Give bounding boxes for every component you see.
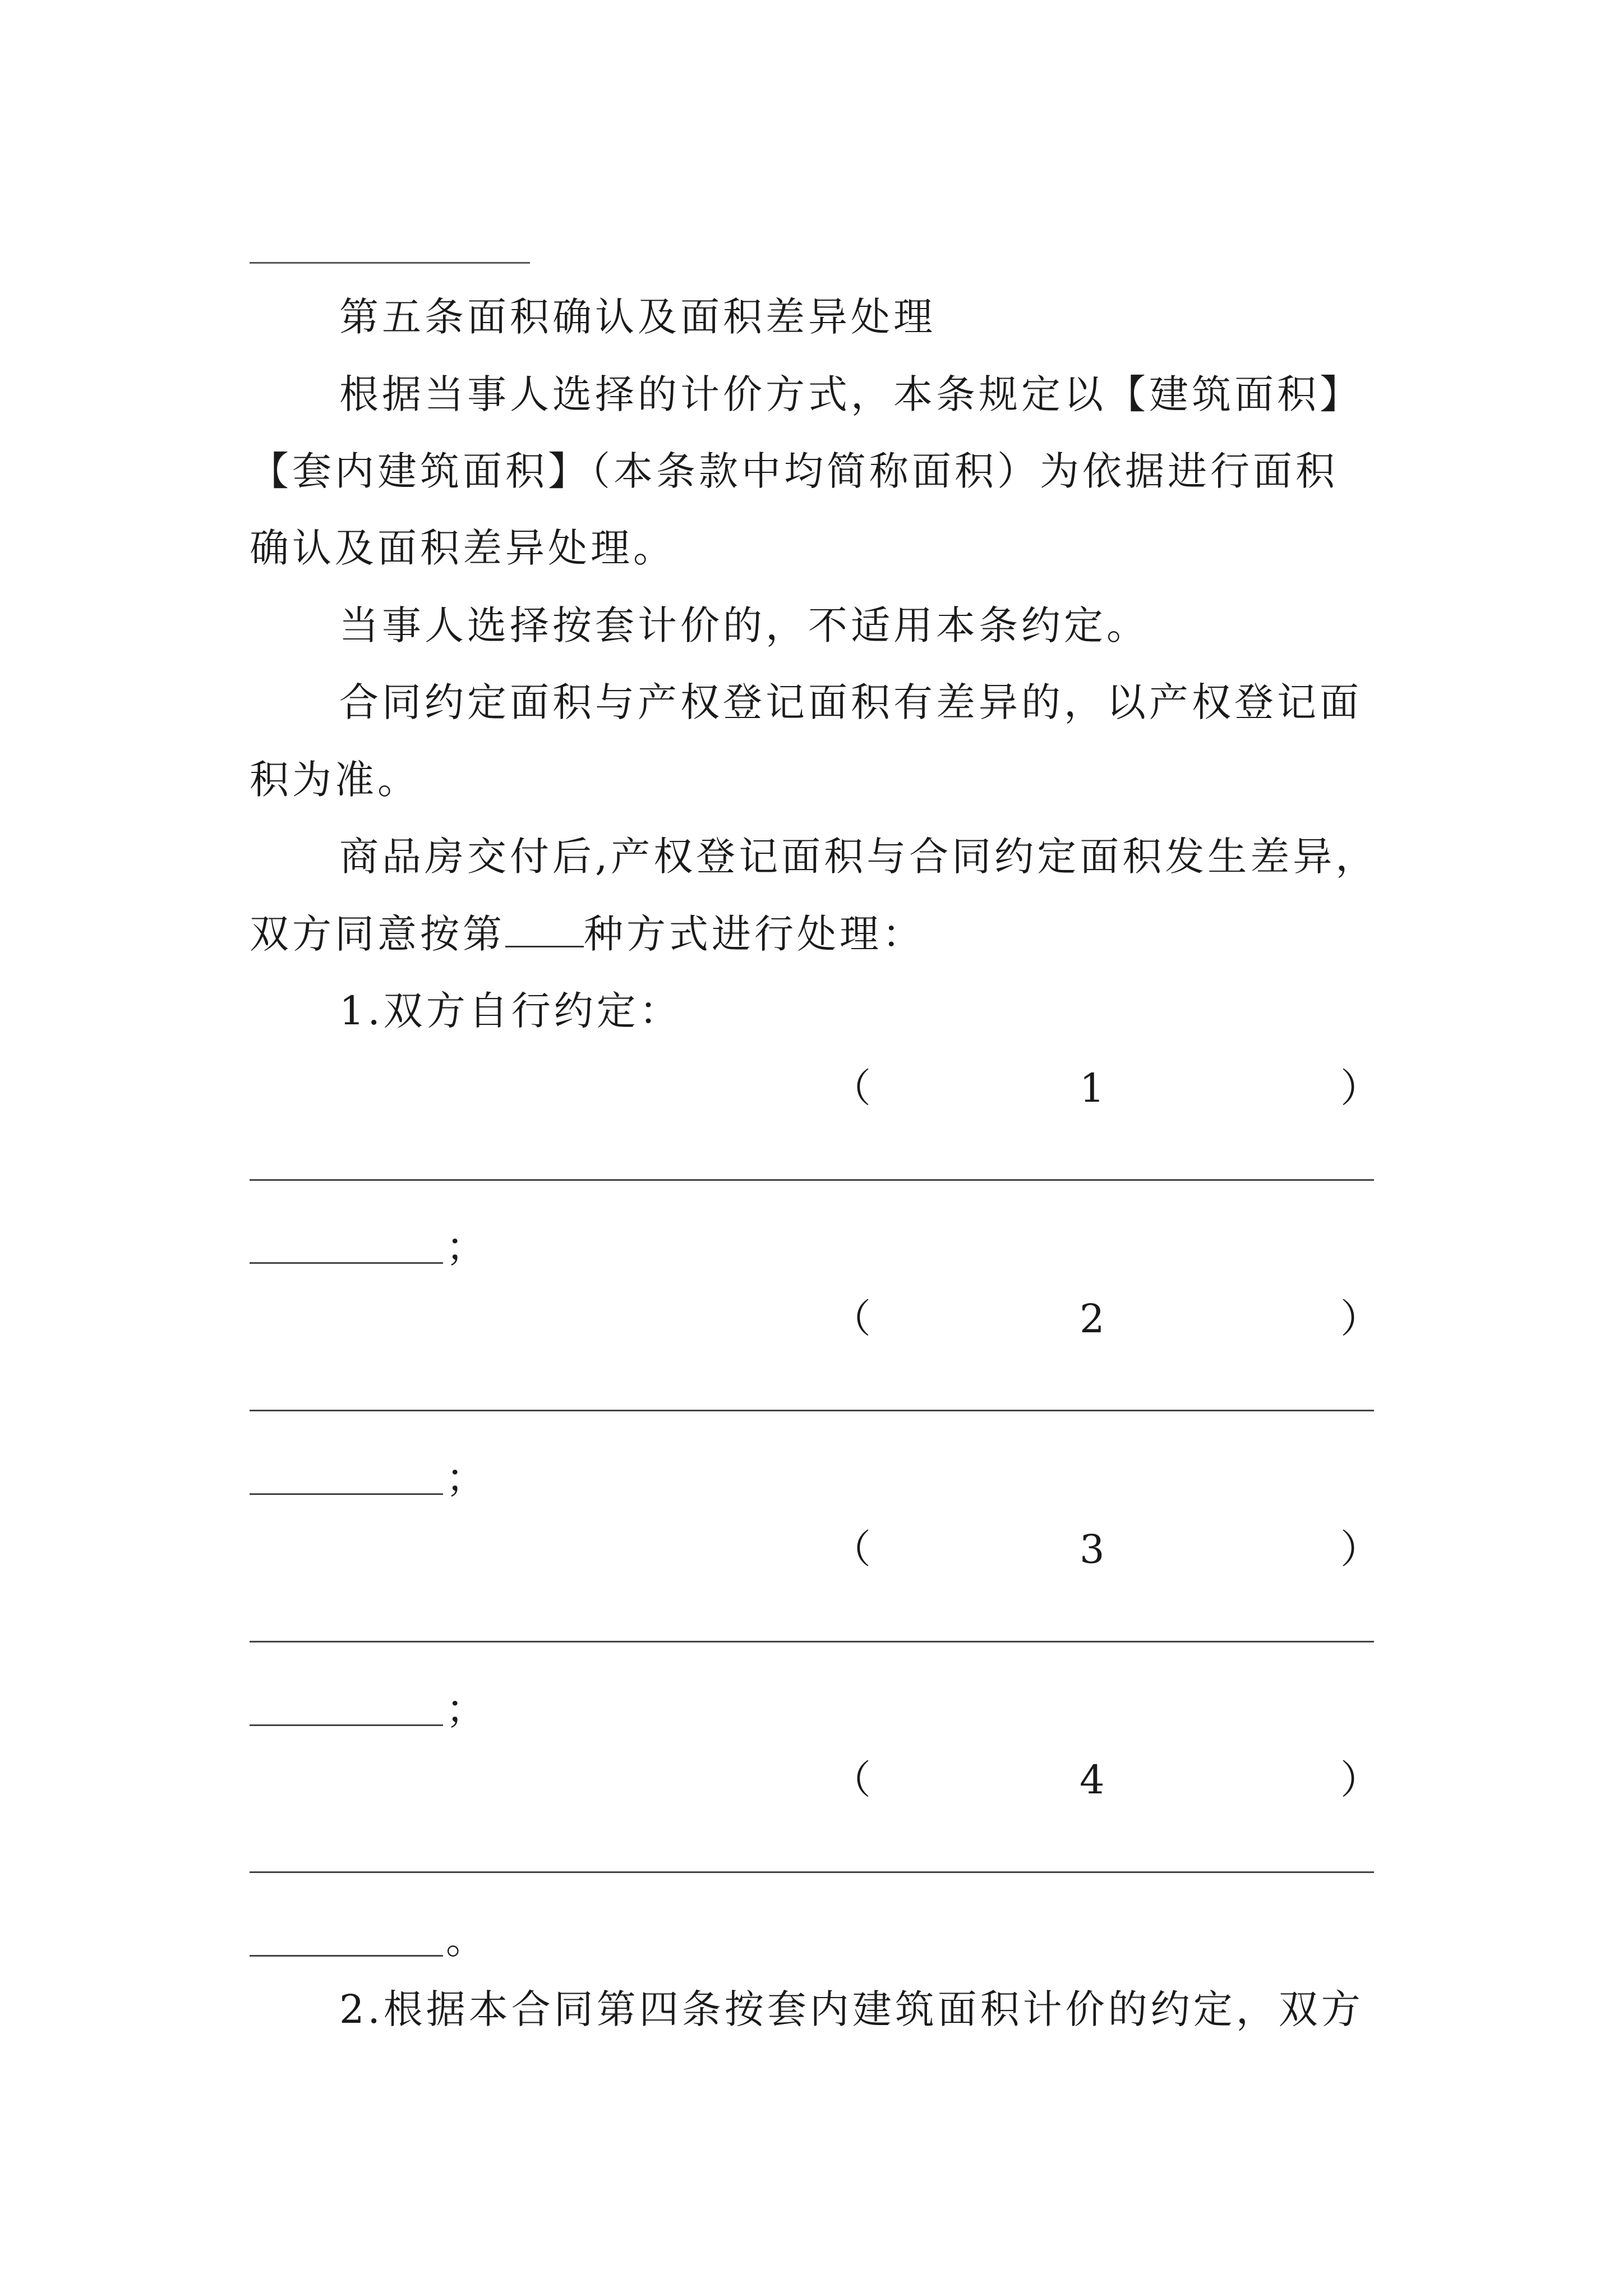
item-number-row [250,1526,1380,1575]
paragraph-line: 合同约定面积与产权登记面积有差异的，以产权登记面 [339,679,1362,725]
end-punctuation: ； [446,1455,485,1501]
paren-close: ） [1340,1296,1380,1342]
paragraph-line: 根据当事人选择的计价方式，本条规定以【建筑面积】 [339,371,1362,417]
paren-open: （ [832,1757,871,1803]
fill-in-short-rule[interactable] [250,1724,443,1726]
paragraph-line: 商品房交付后,产权登记面积与合同约定面积发生差异， [339,834,1378,880]
item-number: 2 [1080,1296,1105,1342]
paren-open: （ [832,1526,871,1572]
fill-in-short-rule[interactable] [250,1493,443,1495]
end-punctuation: ； [446,1686,485,1732]
paragraph-text: 双方同意按第 [250,911,505,957]
end-punctuation: ； [446,1224,485,1270]
paren-close: ） [1340,1526,1380,1572]
header-rule [250,262,530,264]
paren-close: ） [1340,1757,1380,1803]
paragraph-line [250,911,925,959]
item-number: 3 [1080,1526,1105,1572]
fill-in-line[interactable] [250,1410,1374,1411]
article-heading: 第五条面积确认及面积差异处理 [339,294,936,340]
paren-open: （ [832,1065,871,1111]
item-number-row [250,1065,1380,1114]
fill-in-line[interactable] [250,1641,1374,1642]
item-number: 1 [1080,1065,1105,1111]
item-number: 4 [1080,1757,1105,1803]
item-number-row [250,1757,1380,1805]
paren-open: （ [832,1296,871,1342]
fill-in-short-rule[interactable] [250,1955,443,1957]
end-punctuation: 。 [446,1917,485,1963]
paren-close: ） [1340,1065,1380,1111]
method-number-blank[interactable] [505,914,584,947]
paragraph-line: 积为准。 [250,757,420,803]
fill-in-short-rule[interactable] [250,1262,443,1264]
paragraph-line: 当事人选择按套计价的，不适用本条约定。 [339,602,1149,648]
paragraph-text: 种方式进行处理： [584,911,925,957]
item-number-row [250,1296,1380,1344]
option-label: 2.根据本合同第四条按套内建筑面积计价的约定，双方 [339,1986,1364,2032]
fill-in-line[interactable] [250,1871,1374,1873]
fill-in-line[interactable] [250,1179,1374,1181]
option-label: 1.双方自行约定： [339,988,682,1034]
paragraph-line: 确认及面积差异处理。 [250,525,676,571]
paragraph-line: 【套内建筑面积】（本条款中均简称面积）为依据进行面积 [250,448,1338,494]
